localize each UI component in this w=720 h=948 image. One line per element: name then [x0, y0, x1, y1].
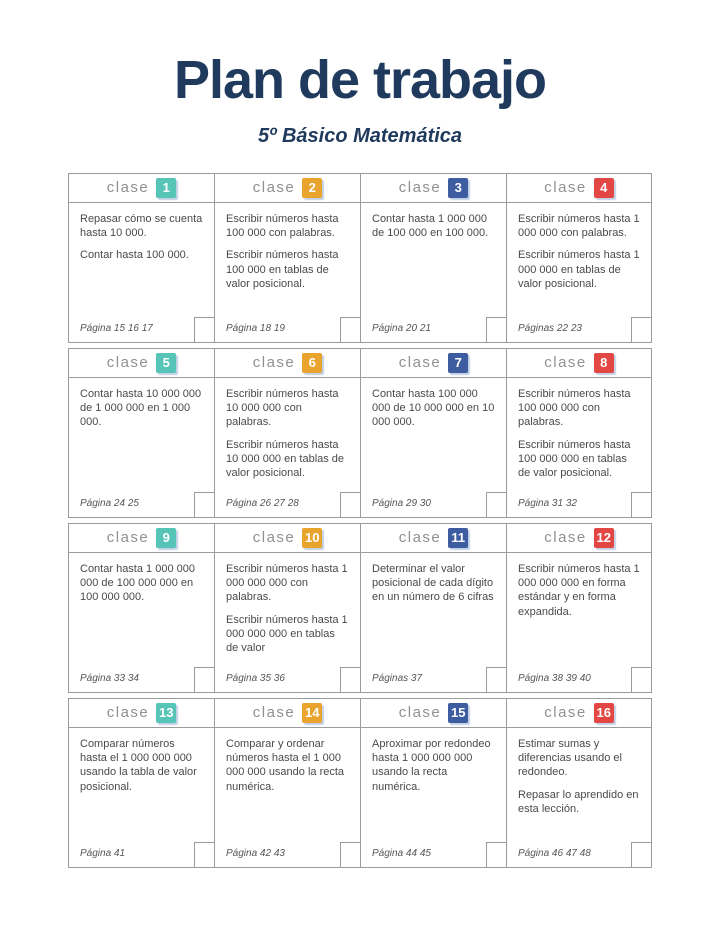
clase-label: clase: [398, 529, 442, 547]
clase-label: clase: [544, 529, 587, 547]
card-body: [507, 203, 651, 342]
card-header: [361, 349, 506, 378]
clase-card: [506, 348, 652, 518]
clase-label: clase: [252, 354, 296, 372]
clase-label: clase: [398, 354, 442, 372]
page-numbers: Página 38 39 40: [518, 672, 591, 684]
completion-checkbox: [486, 842, 506, 868]
completion-checkbox: [340, 667, 360, 693]
clase-number-badge: 10: [302, 528, 322, 548]
clase-label: clase: [398, 179, 442, 197]
completion-checkbox: [340, 317, 360, 343]
clase-card: [214, 523, 360, 693]
clase-label: clase: [252, 704, 296, 722]
clase-card: [68, 698, 214, 868]
card-header: [507, 524, 651, 553]
card-body: [507, 378, 651, 517]
clase-number-badge: 4: [594, 178, 614, 198]
completion-checkbox: [631, 492, 652, 518]
clase-number-badge: 2: [302, 178, 322, 198]
clase-label: clase: [252, 179, 296, 197]
card-paragraph: Escribir números hasta 1 000 000 con palabras.: [518, 212, 640, 239]
completion-checkbox: [340, 842, 360, 868]
page-numbers: Página 20 21: [372, 322, 431, 334]
card-body: [69, 203, 214, 342]
page-numbers: Página 26 27 28: [226, 497, 299, 509]
card-header: [507, 699, 651, 728]
card-body: [361, 553, 506, 692]
completion-checkbox: [631, 667, 652, 693]
page-numbers: Página 42 43: [226, 847, 285, 859]
card-paragraph: Contar hasta 10 000 000 de 1 000 000 en 1 000 000.: [80, 387, 202, 429]
clase-label: clase: [106, 704, 150, 722]
card-paragraph: Aproximar por redondeo hasta 1 000 000 000 usando la recta numérica.: [372, 737, 491, 793]
page-numbers: Página 15 16 17: [80, 322, 153, 334]
card-body: [215, 728, 360, 867]
clase-card: [360, 523, 506, 693]
clase-number-badge: 7: [448, 353, 468, 373]
card-paragraph: Escribir números hasta 1 000 000 000 en tablas de valor: [226, 613, 348, 655]
card-header: [69, 349, 214, 378]
card-header: [361, 699, 506, 728]
card-paragraph: Escribir números hasta 10 000 000 con palabras.: [226, 387, 339, 429]
clase-number-badge: 6: [302, 353, 322, 373]
page-numbers: Página 46 47 48: [518, 847, 591, 859]
card-paragraph: Comparar números hasta el 1 000 000 000 usando la tabla de valor posicional.: [80, 737, 197, 793]
clase-label: clase: [106, 354, 150, 372]
card-paragraph: Escribir números hasta 100 000 000 con palabras.: [518, 387, 631, 429]
page-numbers: Página 18 19: [226, 322, 285, 334]
clase-card: [214, 348, 360, 518]
card-body: [361, 203, 506, 342]
card-body: [215, 378, 360, 517]
page-subtitle: 5º Básico Matemática: [257, 124, 463, 147]
clase-number-badge: 15: [448, 703, 468, 723]
card-paragraph: Contar hasta 100 000.: [80, 249, 189, 262]
card-body: [69, 553, 214, 692]
completion-checkbox: [194, 842, 214, 868]
card-paragraph: Determinar el valor posicional de cada dígito en un número de 6 cifras: [372, 562, 494, 604]
clase-label: clase: [398, 704, 442, 722]
clase-card: [68, 348, 214, 518]
card-body: [69, 378, 214, 517]
clase-card: [214, 698, 360, 868]
page-numbers: Página 35 36: [226, 672, 285, 684]
card-paragraph: Contar hasta 1 000 000 000 de 100 000 000 en 100 000 000.: [80, 562, 195, 604]
clase-card: [68, 523, 214, 693]
card-header: [361, 524, 506, 553]
clase-card: [506, 173, 652, 343]
card-paragraph: Repasar cómo se cuenta hasta 10 000.: [80, 212, 203, 239]
card-body: [507, 728, 651, 867]
card-paragraph: Escribir números hasta 10 000 000 en tablas de valor posicional.: [226, 438, 345, 480]
card-paragraph: Escribir números hasta 100 000 en tablas de valor posicional.: [226, 249, 339, 290]
completion-checkbox: [631, 842, 652, 868]
completion-checkbox: [194, 492, 214, 518]
clase-label: clase: [544, 179, 587, 197]
card-body: [215, 203, 360, 342]
clase-card: [68, 173, 214, 343]
clase-number-badge: 14: [302, 703, 322, 723]
card-paragraph: Repasar lo aprendido en esta lección.: [518, 788, 639, 815]
page-numbers: Página 33 34: [80, 672, 139, 684]
card-header: [215, 349, 360, 378]
card-grid: [68, 173, 652, 868]
card-header: [215, 174, 360, 203]
card-paragraph: Contar hasta 100 000 000 de 10 000 000 en 10 000 000.: [372, 387, 495, 429]
card-header: [69, 524, 214, 553]
card-paragraph: Estimar sumas y diferencias usando el redondeo.: [518, 737, 622, 779]
clase-label: clase: [252, 529, 296, 547]
card-paragraph: Contar hasta 1 000 000 de 100 000 en 100 000.: [372, 212, 489, 239]
clase-number-badge: 13: [156, 703, 176, 723]
card-header: [69, 699, 214, 728]
clase-card: [360, 698, 506, 868]
clase-number-badge: 8: [594, 353, 614, 373]
card-paragraph: Escribir números hasta 1 000 000 en tablas de valor posicional.: [518, 249, 640, 290]
card-paragraph: Escribir números hasta 1 000 000 000 en forma estándar y en forma expandida.: [518, 562, 640, 618]
card-header: [507, 349, 651, 378]
page-numbers: Páginas 22 23: [518, 322, 582, 334]
clase-label: clase: [544, 704, 587, 722]
card-body: [361, 378, 506, 517]
card-paragraph: Comparar y ordenar números hasta el 1 000 000 000 usando la recta numérica.: [226, 737, 345, 793]
clase-number-badge: 5: [156, 353, 176, 373]
page-numbers: Página 41: [80, 847, 126, 859]
card-header: [215, 699, 360, 728]
clase-card: [360, 348, 506, 518]
completion-checkbox: [631, 317, 652, 343]
card-body: [69, 728, 214, 867]
clase-number-badge: 1: [156, 178, 176, 198]
page-title: Plan de trabajo: [173, 50, 547, 110]
card-body: [361, 728, 506, 867]
page-numbers: Página 31 32: [518, 497, 577, 509]
completion-checkbox: [340, 492, 360, 518]
card-header: [215, 524, 360, 553]
clase-card: [360, 173, 506, 343]
completion-checkbox: [486, 317, 506, 343]
clase-label: clase: [544, 354, 587, 372]
card-body: [507, 553, 651, 692]
card-header: [361, 174, 506, 203]
clase-card: [214, 173, 360, 343]
clase-card: [506, 523, 652, 693]
clase-number-badge: 11: [448, 528, 468, 548]
card-body: [215, 553, 360, 692]
completion-checkbox: [194, 667, 214, 693]
clase-card: [506, 698, 652, 868]
clase-label: clase: [106, 529, 150, 547]
card-paragraph: Escribir números hasta 1 000 000 000 con palabras.: [226, 562, 348, 604]
completion-checkbox: [486, 492, 506, 518]
completion-checkbox: [194, 317, 214, 343]
page-numbers: Páginas 37: [372, 672, 423, 684]
clase-number-badge: 9: [156, 528, 176, 548]
card-header: [69, 174, 214, 203]
clase-label: clase: [106, 179, 150, 197]
clase-number-badge: 16: [594, 703, 614, 723]
completion-checkbox: [486, 667, 506, 693]
card-paragraph: Escribir números hasta 100 000 000 en tablas de valor posicional.: [518, 438, 631, 480]
page-numbers: Página 24 25: [80, 497, 139, 509]
page-numbers: Página 29 30: [372, 497, 431, 509]
card-paragraph: Escribir números hasta 100 000 con palabras.: [226, 212, 339, 239]
page-numbers: Página 44 45: [372, 847, 431, 859]
clase-number-badge: 3: [448, 178, 468, 198]
card-header: [507, 174, 651, 203]
clase-number-badge: 12: [594, 528, 614, 548]
